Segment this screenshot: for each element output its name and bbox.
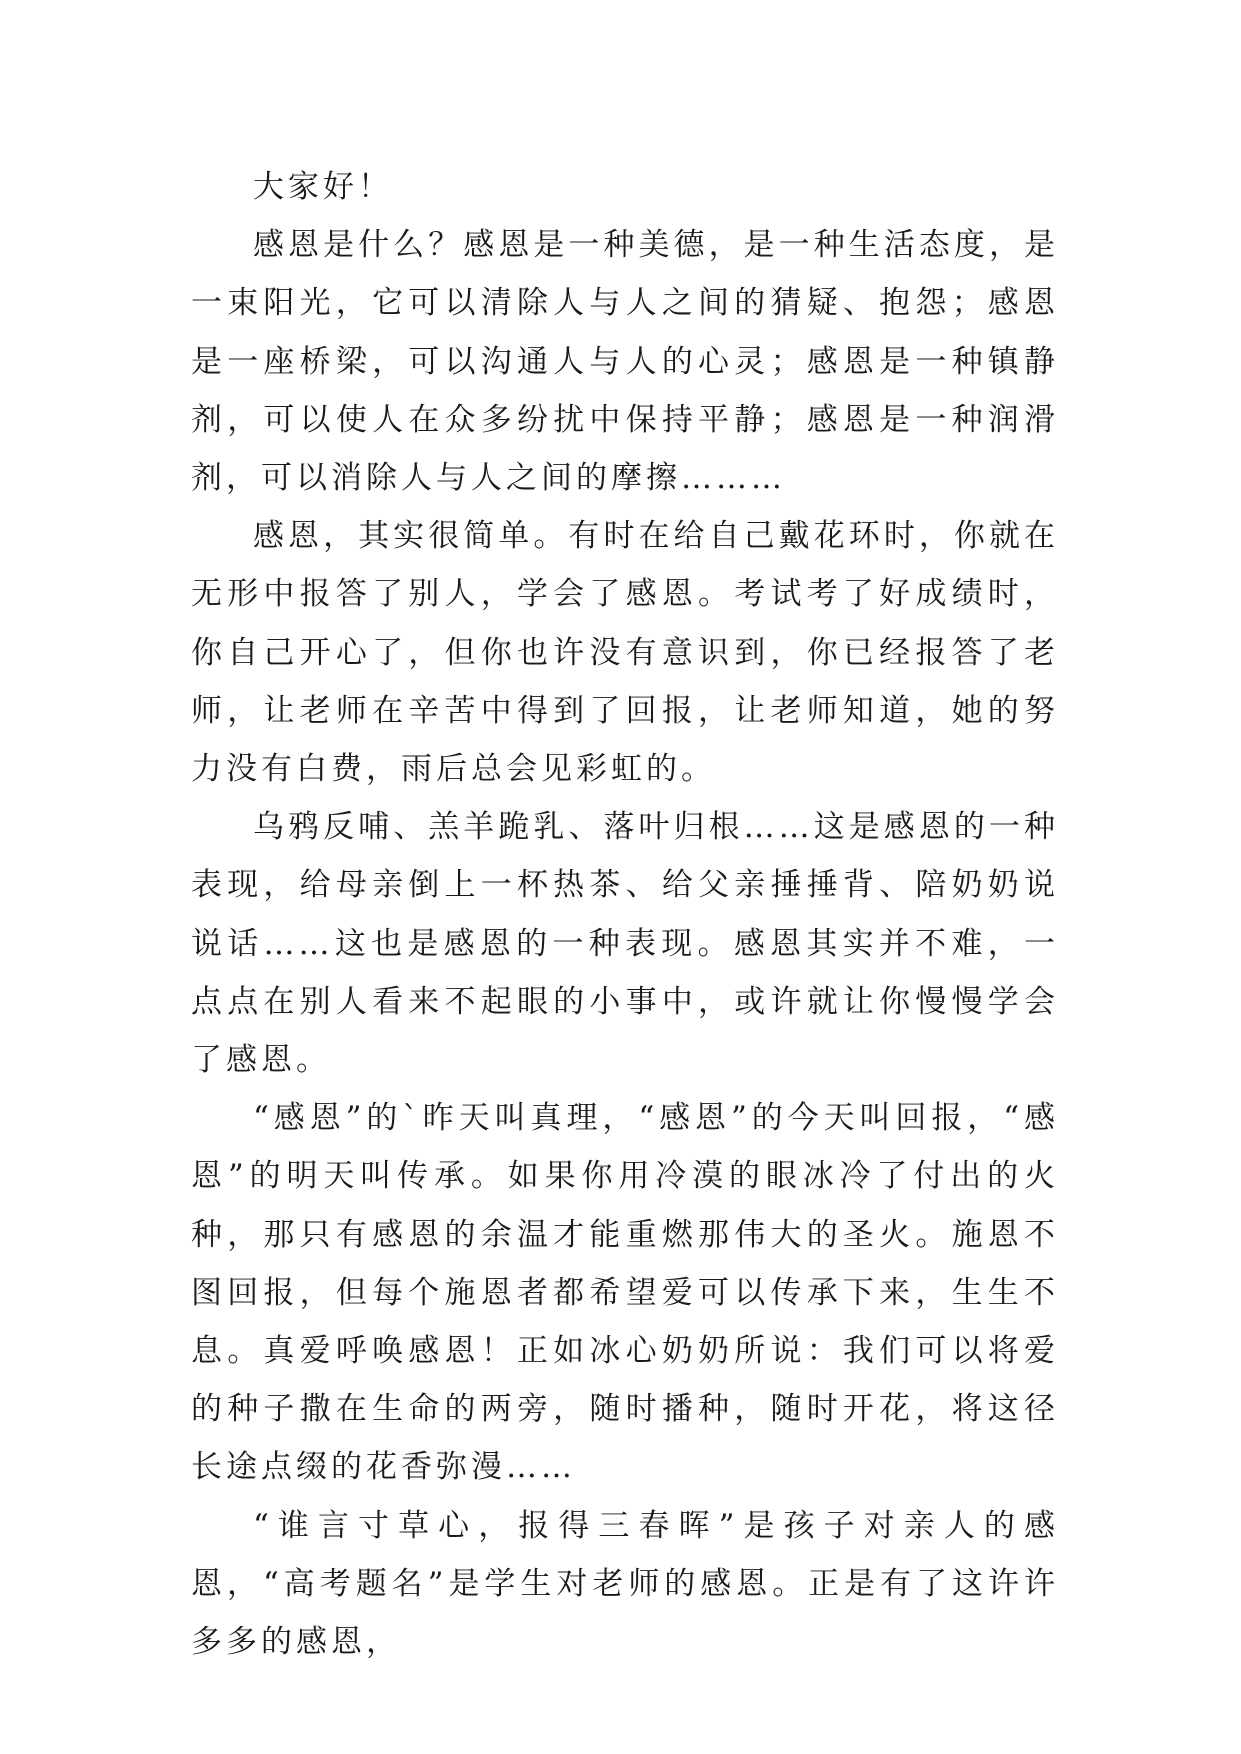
paragraph-gratitude-is-simple: 感恩，其实很简单。有时在给自己戴花环时，你就在无形中报答了别人，学会了感恩。考试考了好成绩时，你自己开心了，但你也许没有意识到，你已经报答了老师，让老师在辛苦中得到了回报，让老师知道，她的努力没有白费，雨后总会见彩虹的。	[191, 518, 1059, 788]
paragraph-gratitude-past-present-future: “感恩”的`昨天叫真理，“感恩”的今天叫回报，“感恩”的明天叫传承。如果你用冷漠的眼冰冷了付出的火种，那只有感恩的余温才能重燃那伟大的圣火。施恩不图回报，但每个施恩者都希望爱可以传承下来，生生不息。真爱呼唤感恩！正如冰心奶奶所说：我们可以将爱的种子撒在生命的两旁，随时播种，随时开花，将这径长途点缀的花香弥漫……	[191, 1100, 1059, 1486]
paragraph-gratitude-examples: 乌鸦反哺、羔羊跪乳、落叶归根……这是感恩的一种表现，给母亲倒上一杯热茶、给父亲捶捶背、陪奶奶说说话……这也是感恩的一种表现。感恩其实并不难，一点点在别人看来不起眼的小事中，或许就让你慢慢学会了感恩。	[191, 809, 1059, 1079]
document-body	[191, 158, 1059, 1671]
paragraph-gratitude-poem: “谁言寸草心，报得三春晖”是孩子对亲人的感恩，“高考题名”是学生对老师的感恩。正是有了这许许多多的感恩，	[191, 1507, 1059, 1661]
paragraph-what-is-gratitude: 感恩是什么？感恩是一种美德，是一种生活态度，是一束阳光，它可以清除人与人之间的猜疑、抱怨；感恩是一座桥梁，可以沟通人与人的心灵；感恩是一种镇静剂，可以使人在众多纷扰中保持平静；感恩是一种润滑剂，可以消除人与人之间的摩擦………	[191, 227, 1059, 497]
greeting-line: 大家好！	[253, 169, 393, 205]
